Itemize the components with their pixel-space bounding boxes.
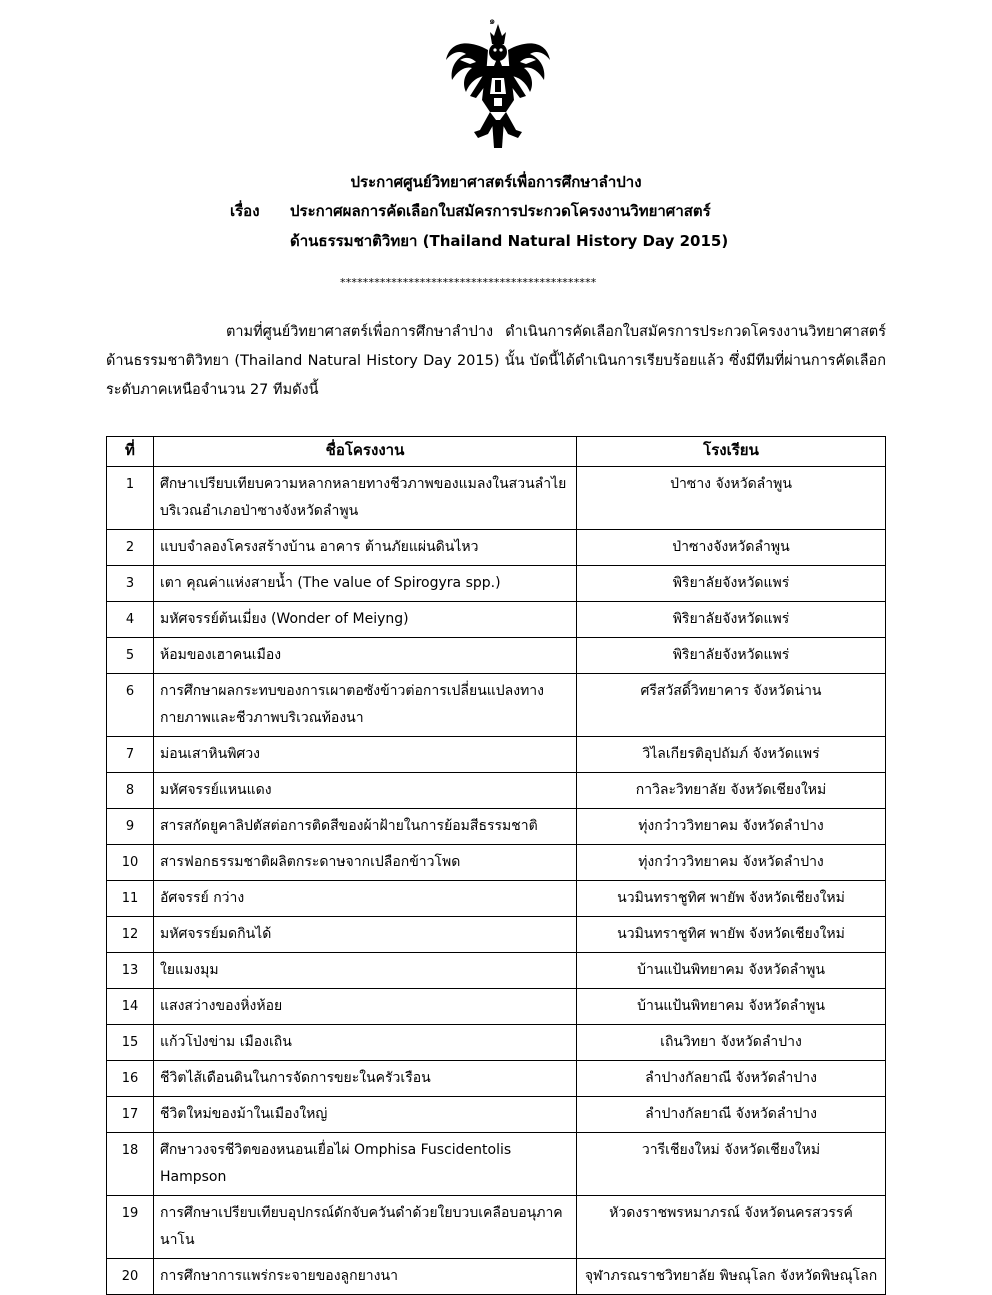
table-row <box>107 989 886 1025</box>
row-project: มหัศจรรย์แหนแดง <box>154 773 577 809</box>
subject-row-2 <box>0 226 992 256</box>
row-project: แก้วโป่งข่าม เมืองเถิน <box>154 1025 577 1061</box>
table-row <box>107 917 886 953</box>
row-school: ทุ่งกว๋าววิทยาคม จังหวัดลำปาง <box>577 809 886 845</box>
row-school: หัวดงราชพรหมาภรณ์ จังหวัดนครสวรรค์ <box>577 1196 886 1259</box>
row-no: 12 <box>107 917 154 953</box>
garuda-emblem-icon <box>440 20 556 150</box>
row-no: 8 <box>107 773 154 809</box>
row-no: 4 <box>107 602 154 638</box>
row-school: กาวิละวิทยาลัย จังหวัดเชียงใหม่ <box>577 773 886 809</box>
row-project: เตา คุณค่าแห่งสายน้ำ (The value of Spirogyra spp.) <box>154 566 577 602</box>
table-row <box>107 566 886 602</box>
results-table <box>106 436 886 1295</box>
header-project: ชื่อโครงงาน <box>154 437 577 467</box>
row-school: พิริยาลัยจังหวัดแพร่ <box>577 638 886 674</box>
row-no: 19 <box>107 1196 154 1259</box>
row-no: 5 <box>107 638 154 674</box>
row-no: 1 <box>107 467 154 530</box>
row-school: นวมินทราชูทิศ พายัพ จังหวัดเชียงใหม่ <box>577 881 886 917</box>
row-project: แสงสว่างของหิ่งห้อย <box>154 989 577 1025</box>
table-row <box>107 881 886 917</box>
row-no: 10 <box>107 845 154 881</box>
row-no: 6 <box>107 674 154 737</box>
row-school: วารีเชียงใหม่ จังหวัดเชียงใหม่ <box>577 1133 886 1196</box>
row-school: พิริยาลัยจังหวัดแพร่ <box>577 602 886 638</box>
row-no: 18 <box>107 1133 154 1196</box>
row-project: ชีวิตใหม่ของม้าในเมืองใหญ่ <box>154 1097 577 1133</box>
row-school: ทุ่งกว๋าววิทยาคม จังหวัดลำปาง <box>577 845 886 881</box>
row-school: ลำปางกัลยาณี จังหวัดลำปาง <box>577 1061 886 1097</box>
row-no: 15 <box>107 1025 154 1061</box>
row-no: 20 <box>107 1259 154 1295</box>
table-row <box>107 467 886 530</box>
row-school: บ้านแป้นพิทยาคม จังหวัดลำพูน <box>577 953 886 989</box>
row-project: แบบจำลองโครงสร้างบ้าน อาคาร ต้านภัยแผ่นดินไหว <box>154 530 577 566</box>
row-school: ลำปางกัลยาณี จังหวัดลำปาง <box>577 1097 886 1133</box>
row-school: วิไลเกียรติอุปถัมภ์ จังหวัดแพร่ <box>577 737 886 773</box>
table-row <box>107 773 886 809</box>
row-project: ศึกษาวงจรชีวิตของหนอนเยื่อไผ่ Omphisa Fuscidentolis Hampson <box>154 1133 577 1196</box>
subject-text-line2: ด้านธรรมชาติวิทยา (Thailand Natural History Day 2015) <box>290 232 729 250</box>
row-project: ชีวิตไส้เดือนดินในการจัดการขยะในครัวเรือน <box>154 1061 577 1097</box>
separator-line: ********************************************* <box>340 276 597 289</box>
row-no: 7 <box>107 737 154 773</box>
table-row <box>107 737 886 773</box>
table-row <box>107 1259 886 1295</box>
header-school: โรงเรียน <box>577 437 886 467</box>
row-school: บ้านแป้นพิทยาคม จังหวัดลำพูน <box>577 989 886 1025</box>
subject-label: เรื่อง <box>230 202 260 220</box>
row-no: 14 <box>107 989 154 1025</box>
row-school: จุฬาภรณราชวิทยาลัย พิษณุโลก จังหวัดพิษณุโลก <box>577 1259 886 1295</box>
row-no: 13 <box>107 953 154 989</box>
row-project: การศึกษาเปรียบเทียบอุปกรณ์ดักจับควันดำด้วยใยบวบเคลือบอนุภาคนาโน <box>154 1196 577 1259</box>
row-no: 11 <box>107 881 154 917</box>
row-no: 17 <box>107 1097 154 1133</box>
row-project: อัศจรรย์ กว่าง <box>154 881 577 917</box>
row-school: นวมินทราชูทิศ พายัพ จังหวัดเชียงใหม่ <box>577 917 886 953</box>
row-project: ศึกษาเปรียบเทียบความหลากหลายทางชีวภาพของแมลงในสวนลำไยบริเวณอำเภอป่าซางจังหวัดลำพูน <box>154 467 577 530</box>
row-school: ป่าซางจังหวัดลำพูน <box>577 530 886 566</box>
table-row <box>107 953 886 989</box>
table-row <box>107 638 886 674</box>
table-row <box>107 602 886 638</box>
row-no: 16 <box>107 1061 154 1097</box>
row-project: การศึกษาการแพร่กระจายของลูกยางนา <box>154 1259 577 1295</box>
row-project: มหัศจรรย์มดกินได้ <box>154 917 577 953</box>
intro-text: ตามที่ศูนย์วิทยาศาสตร์เพื่อการศึกษาลำปาง ดำเนินการคัดเลือกใบสมัครการประกวดโครงงานวิทยาศาสตร์ด้านธรรมชาติวิทยา (Thailand Natural History Day 2015) นั้น บัดนี้ได้ดำเนินการเรียบร้อยแล้ว ซึ่งมีทีมที่ผ่านการคัดเลือกระดับภาคเหนือจำนวน 27 ทีมดังนี้ <box>106 324 886 398</box>
page-number: ๑ <box>489 16 496 27</box>
row-school: พิริยาลัยจังหวัดแพร่ <box>577 566 886 602</box>
title-block <box>0 168 992 256</box>
row-no: 2 <box>107 530 154 566</box>
table-row <box>107 845 886 881</box>
row-project: ม่อนเสาหินพิศวง <box>154 737 577 773</box>
row-school: เถินวิทยา จังหวัดลำปาง <box>577 1025 886 1061</box>
table-row <box>107 1196 886 1259</box>
row-school: ศรีสวัสดิ์วิทยาคาร จังหวัดน่าน <box>577 674 886 737</box>
table-row <box>107 1061 886 1097</box>
row-project: สารสกัดยูคาลิปตัสต่อการติดสีของผ้าฝ้ายในการย้อมสีธรรมชาติ <box>154 809 577 845</box>
table-row <box>107 809 886 845</box>
intro-paragraph <box>106 318 886 405</box>
header-no: ที่ <box>107 437 154 467</box>
row-project: สารฟอกธรรมชาติผลิตกระดาษจากเปลือกข้าวโพด <box>154 845 577 881</box>
row-school: ป่าซาง จังหวัดลำพูน <box>577 467 886 530</box>
row-project: มหัศจรรย์ต้นเมี่ยง (Wonder of Meiyng) <box>154 602 577 638</box>
row-no: 9 <box>107 809 154 845</box>
row-project: ห้อมของเฮาคนเมือง <box>154 638 577 674</box>
table-row <box>107 530 886 566</box>
table-row <box>107 1133 886 1196</box>
subject-row <box>0 196 992 226</box>
table-row <box>107 1097 886 1133</box>
row-no: 3 <box>107 566 154 602</box>
announcement-title: ประกาศศูนย์วิทยาศาสตร์เพื่อการศึกษาลำปาง <box>350 173 642 191</box>
row-project: การศึกษาผลกระทบของการเผาตอซังข้าวต่อการเปลี่ยนแปลงทางกายภาพและชีวภาพบริเวณท้องนา <box>154 674 577 737</box>
table-row <box>107 674 886 737</box>
row-project: ใยแมงมุม <box>154 953 577 989</box>
table-row <box>107 1025 886 1061</box>
table-header-row <box>107 437 886 467</box>
subject-text: ประกาศผลการคัดเลือกใบสมัครการประกวดโครงงานวิทยาศาสตร์ <box>290 202 711 220</box>
